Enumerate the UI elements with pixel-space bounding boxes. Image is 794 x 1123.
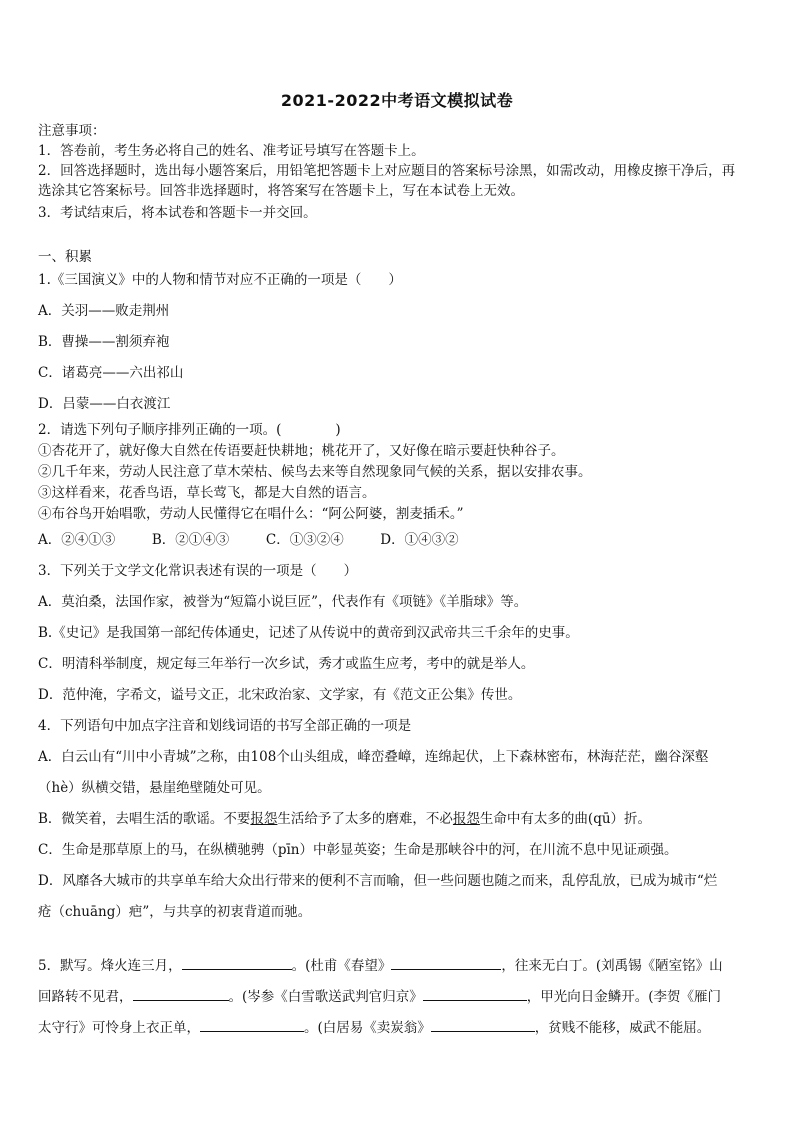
- question-2-sentence: ④布谷鸟开始唱歌，劳动人民懂得它在唱什么：“阿公阿婆，割麦插禾。”: [38, 506, 464, 522]
- notice-item: 1．答卷前，考生务必将自己的姓名、准考证号填写在答题卡上。: [38, 143, 425, 159]
- question-1-option-a: A．关羽——败走荆州: [38, 303, 170, 319]
- question-4-option-b: B．微笑着，去唱生活的歌谣。不要报怨生活给予了太多的磨难，不必报怨生命中有太多的曲(qū）折。: [38, 811, 652, 827]
- question-4-option-d-cont: 疮（chuāng）疤”，与共享的初衷背道而驰。: [38, 904, 312, 920]
- question-2-stem: 2．请选下列句子顺序排列正确的一项。( ): [38, 422, 341, 438]
- answer-blank[interactable]: [133, 986, 229, 1001]
- question-4-option-a-cont: （hè）纵横交错，悬崖绝壁随处可见。: [38, 780, 271, 796]
- question-1-option-c: C．诸葛亮——六出祁山: [38, 365, 184, 381]
- question-1-option-d: D．吕蒙——白衣渡江: [38, 396, 171, 412]
- question-3-option-a: A．莫泊桑，法国作家，被誉为“短篇小说巨匠”，代表作有《项链》《羊脂球》等。: [38, 594, 528, 610]
- answer-blank[interactable]: [391, 955, 501, 970]
- question-2-sentence: ②几千年来，劳动人民注意了草木荣枯、候鸟去来等自然现象同气候的关系，据以安排农事。: [38, 464, 592, 480]
- question-3-stem: 3．下列关于文学文化常识表述有误的一项是（ ）: [38, 563, 358, 579]
- question-5-line: 5．默写。烽火连三月， 。(杜甫《春望》 ，往来无白丁。(刘禹锡《陋室铭》山: [38, 955, 760, 976]
- underlined-word: 报怨: [452, 811, 480, 827]
- question-2-option-c: C．①③②④: [265, 532, 344, 548]
- question-2-options: [38, 530, 760, 550]
- question-2-option-b: B．②①④③: [151, 532, 230, 548]
- question-3-option-c: C．明清科举制度，规定每三年举行一次乡试，秀才或监生应考，考中的就是举人。: [38, 656, 535, 672]
- answer-blank[interactable]: [200, 1017, 304, 1032]
- question-5-line: 回路转不见君， 。(岑参《白雪歌送武判官归京》 ，甲光向日金鳞开。(李贺《雁门: [38, 986, 760, 1007]
- notice-item: 选涂其它答案标号。回答非选择题时，将答案写在答题卡上，写在本试卷上无效。: [38, 183, 524, 199]
- question-2-option-a: A．②④①③: [38, 532, 116, 548]
- answer-blank[interactable]: [431, 1017, 535, 1032]
- question-4-stem: 4．下列语句中加点字注音和划线词语的书写全部正确的一项是: [38, 718, 412, 734]
- question-1-option-b: B．曹操——割须弃袍: [38, 334, 170, 350]
- underlined-word: 报怨: [250, 811, 278, 827]
- question-3-option-d: D．范仲淹，字希文，谥号文正，北宋政治家、文学家，有《范文正公集》传世。: [38, 687, 522, 703]
- question-5-line: 太守行》可怜身上衣正单， 。(白居易《卖炭翁》 ，贫贱不能移，威武不能屈。: [38, 1017, 760, 1038]
- question-2-option-d: D．①④③②: [380, 532, 459, 548]
- answer-blank[interactable]: [182, 955, 292, 970]
- question-4-option-a: A．白云山有“川中小青城”之称，由108个山头组成，峰峦叠嶂，连绵起伏，上下森林密布，林海茫茫，幽谷深壑: [38, 749, 709, 765]
- question-4-option-d: D．风靡各大城市的共享单车给大众出行带来的便利不言而喻，但一些问题也随之而来，乱停乱放，已成为城市“烂: [38, 873, 718, 889]
- question-1-stem: 1.《三国演义》中的人物和情节对应不正确的一项是（ ）: [38, 272, 402, 288]
- exam-title: 2021-2022中考语文模拟试卷: [280, 91, 514, 110]
- section-heading: 一、积累: [38, 249, 92, 265]
- notice-item: 2．回答选择题时，选出每小题答案后，用铅笔把答题卡上对应题目的答案标号涂黑，如需改动，用橡皮擦干净后，再: [38, 163, 736, 179]
- question-3-option-b: B.《史记》是我国第一部纪传体通史，记述了从传说中的黄帝到汉武帝共三千余年的史事。: [38, 625, 579, 641]
- question-2-sentence: ①杏花开了，就好像大自然在传语要赶快耕地；桃花开了，又好像在暗示要赶快种谷子。: [38, 443, 565, 459]
- question-2-sentence: ③这样看来，花香鸟语，草长莺飞，都是大自然的语言。: [38, 485, 376, 501]
- notice-item: 3．考试结束后，将本试卷和答题卡一并交回。: [38, 205, 317, 221]
- question-4-option-c: C．生命是那草原上的马，在纵横驰骋（pīn）中彰显英姿；生命是那峡谷中的河，在川流不息中见证顽强。: [38, 842, 678, 858]
- answer-blank[interactable]: [423, 986, 527, 1001]
- notice-heading: 注意事项：: [38, 123, 106, 139]
